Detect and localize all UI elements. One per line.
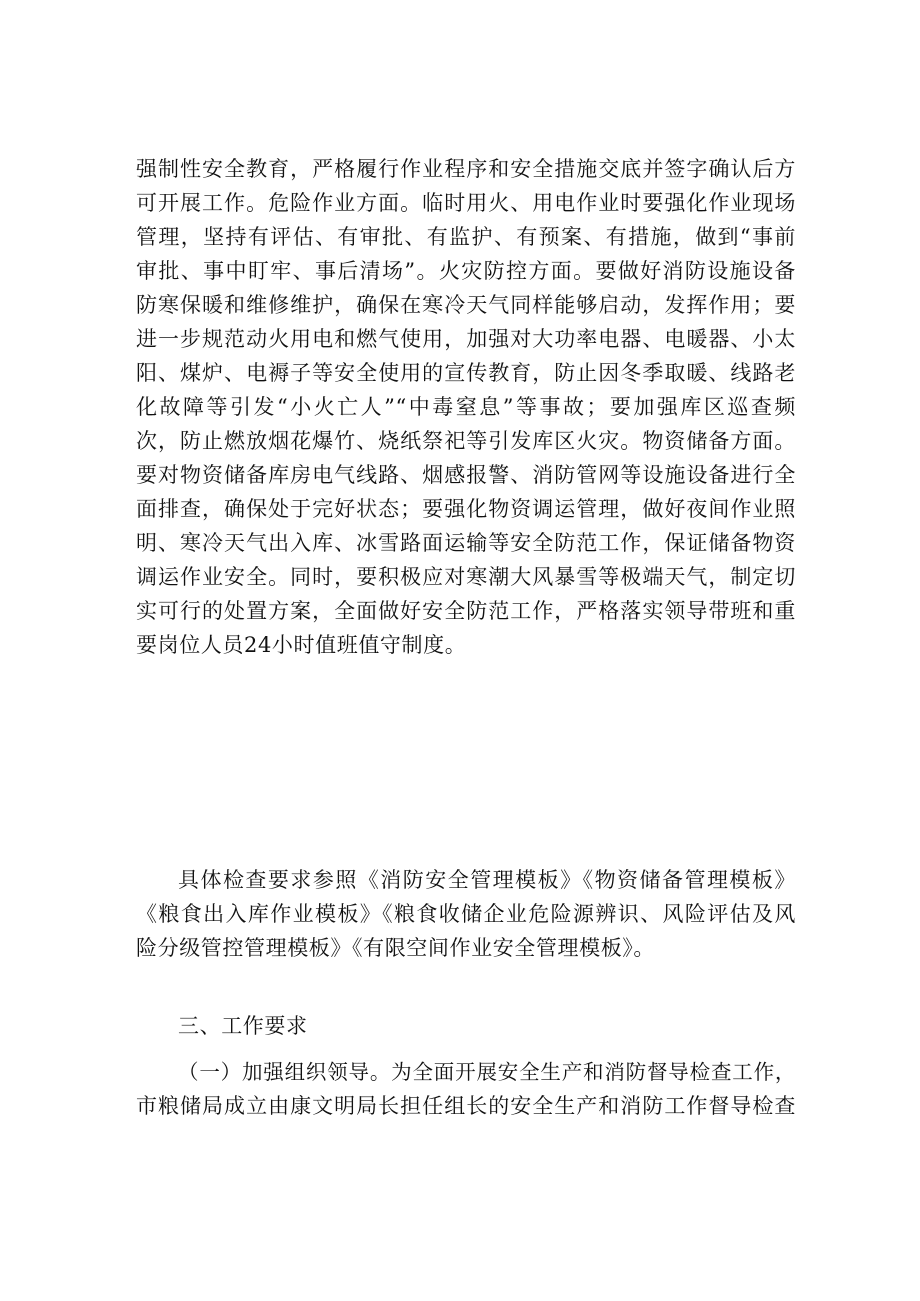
- text-line: 审批、事中盯牢、事后清场”。火灾防控方面。要做好消防设施设备: [136, 259, 796, 283]
- text-line: （一）加强组织领导。为全面开展安全生产和消防督导检查工作，: [178, 1060, 796, 1084]
- text-line: 阳、煤炉、电褥子等安全使用的宣传教育，防止因冬季取暖、线路老: [136, 361, 796, 385]
- text-line: 要对物资储备库房电气线路、烟感报警、消防管网等设施设备进行全: [136, 463, 796, 487]
- text-line: 险分级管控管理模板》《有限空间作业安全管理模板》。: [136, 936, 655, 960]
- text-line: 面排查，确保处于完好状态；要强化物资调运管理，做好夜间作业照: [136, 497, 796, 521]
- text-line: 化故障等引发“小火亡人”“中毒窒息”等事故；要加强库区巡查频: [136, 395, 796, 419]
- text-line: 可开展工作。危险作业方面。临时用火、用电作业时要强化作业现场: [136, 191, 796, 215]
- text-line: 要岗位人员24小时值班值守制度。: [136, 633, 467, 657]
- text-line: 强制性安全教育，严格履行作业程序和安全措施交底并签字确认后方: [136, 157, 796, 181]
- section-heading: 三、工作要求: [178, 1014, 308, 1038]
- text-line: 《粮食出入库作业模板》《粮食收储企业危险源辨识、风险评估及风: [136, 902, 796, 926]
- text-line: 调运作业安全。同时，要积极应对寒潮大风暴雪等极端天气，制定切: [136, 565, 796, 589]
- text-line: 防寒保暖和维修维护，确保在寒冷天气同样能够启动，发挥作用；要: [136, 293, 796, 317]
- section-heading-work-requirements: [136, 1009, 796, 1043]
- text-line: 市粮储局成立由康文明局长担任组长的安全生产和消防工作督导检查: [136, 1094, 796, 1118]
- text-line: 次，防止燃放烟花爆竹、烧纸祭祀等引发库区火灾。物资储备方面。: [136, 429, 796, 453]
- text-line: 实可行的处置方案，全面做好安全防范工作，严格落实领导带班和重: [136, 599, 796, 623]
- text-line: 进一步规范动火用电和燃气使用，加强对大功率电器、电暖器、小太: [136, 327, 796, 351]
- paragraph-organization-leadership: [136, 1055, 796, 1123]
- paragraph-safety-measures: [136, 152, 796, 662]
- text-line: 明、寒冷天气出入库、冰雪路面运输等安全防范工作，保证储备物资: [136, 531, 796, 555]
- text-line: 具体检查要求参照《消防安全管理模板》《物资储备管理模板》: [178, 868, 796, 892]
- paragraph-inspection-templates: [136, 863, 796, 965]
- text-line: 管理，坚持有评估、有审批、有监护、有预案、有措施，做到“事前: [136, 225, 796, 249]
